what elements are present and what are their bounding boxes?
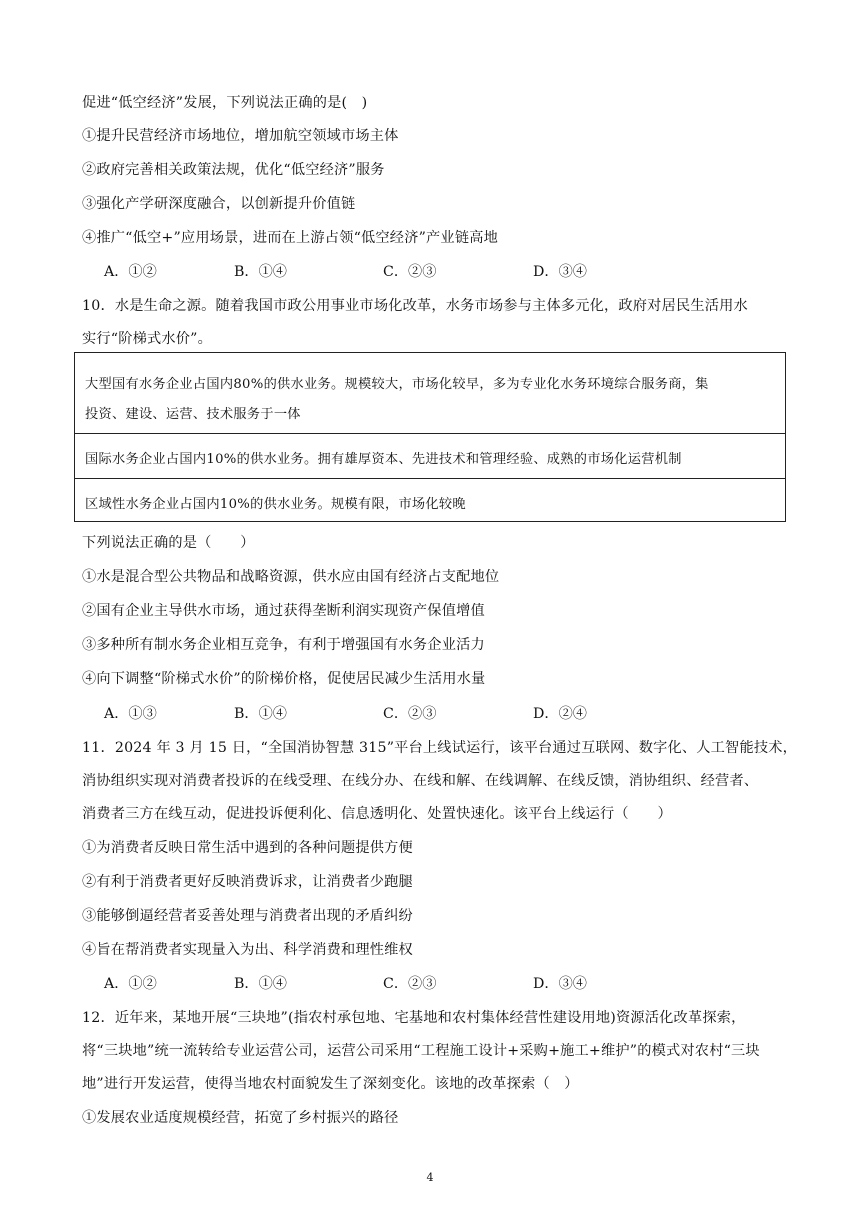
q11-item-4: ④旨在帮消费者实现量入为出、科学消费和理性维权 xyxy=(82,942,413,958)
q12-item-1: ①发展农业适度规模经营，拓宽了乡村振兴的路径 xyxy=(82,1110,399,1126)
q11-item-1: ①为消费者反映日常生活中遇到的各种问题提供方便 xyxy=(82,840,413,856)
q11-item-2: ②有利于消费者更好反映消费诉求，让消费者少跑腿 xyxy=(82,874,413,890)
q9-options xyxy=(104,261,724,281)
q9-stem: 促进“低空经济”发展，下列说法正确的是( ) xyxy=(82,95,368,111)
q10-question: 下列说法正确的是（ ） xyxy=(82,535,255,551)
q12-stem-line-2: 将“三块地”统一流转给专业运营公司，运营公司采用“工程施工设计+采购+施工+维护”的模式对农村“三块 xyxy=(82,1043,760,1059)
q11-stem-line-2: 消协组织实现对消费者投诉的在线受理、在线分办、在线和解、在线调解、在线反馈，消协组织、经营者、 xyxy=(82,773,759,789)
q9-item-2: ②政府完善相关政策法规，优化“低空经济”服务 xyxy=(82,162,385,178)
page-number: 4 xyxy=(426,1171,434,1184)
q9-option-c: C．②③ xyxy=(383,264,437,280)
q10-item-4: ④向下调整“阶梯式水价”的阶梯价格，促使居民减少生活用水量 xyxy=(82,671,486,687)
q10-stem-line-2: 实行“阶梯式水价”。 xyxy=(82,331,213,347)
q10-option-c: C．②③ xyxy=(383,706,437,722)
q9-item-3: ③强化产学研深度融合，以创新提升价值链 xyxy=(82,196,356,212)
table-divider xyxy=(75,478,785,479)
q11-item-3: ③能够倒逼经营者妥善处理与消费者出现的矛盾纠纷 xyxy=(82,908,413,924)
q11-stem-line-3: 消费者三方在线互动，促进投诉便利化、信息透明化、处置快速化。该平台上线运行（ ） xyxy=(82,806,672,822)
q11-option-c: C．②③ xyxy=(383,976,437,992)
q9-item-1: ①提升民营经济市场地位，增加航空领域市场主体 xyxy=(82,128,399,144)
table-row-1-line-2: 投资、建设、运营、技术服务于一体 xyxy=(85,407,301,422)
q10-info-table xyxy=(74,352,786,522)
q12-stem-line-1: 12．近年来，某地开展“三块地”(指农村承包地、宅基地和农村集体经营性建设用地)资源活化改革探索， xyxy=(82,1010,746,1026)
q11-option-d: D．③④ xyxy=(533,976,587,992)
table-row-3: 区域性水务企业占国内10%的供水业务。规模有限，市场化较晚 xyxy=(85,497,466,512)
q9-option-b: B．①④ xyxy=(234,264,287,280)
q10-item-2: ②国有企业主导供水市场，通过获得垄断利润实现资产保值增值 xyxy=(82,603,485,619)
q10-options xyxy=(104,703,724,723)
q9-option-a: A．①② xyxy=(104,264,157,280)
q11-option-b: B．①④ xyxy=(234,976,287,992)
q10-item-3: ③多种所有制水务企业相互竞争，有利于增强国有水务企业活力 xyxy=(82,637,485,653)
q10-option-b: B．①④ xyxy=(234,706,287,722)
q10-stem-line-1: 10．水是生命之源。随着我国市政公用事业市场化改革，水务市场参与主体多元化，政府对居民生活用水 xyxy=(82,298,748,314)
q11-options xyxy=(104,973,724,993)
q10-item-1: ①水是混合型公共物品和战略资源，供水应由国有经济占支配地位 xyxy=(82,569,500,585)
table-row-1-line-1: 大型国有水务企业占国内80%的供水业务。规模较大，市场化较早，多为专业化水务环境综合服务商，集 xyxy=(85,377,709,392)
table-divider xyxy=(75,433,785,434)
table-row-2: 国际水务企业占国内10%的供水业务。拥有雄厚资本、先进技术和管理经验、成熟的市场化运营机制 xyxy=(85,452,682,467)
q10-option-d: D．②④ xyxy=(533,706,587,722)
q11-option-a: A．①② xyxy=(104,976,157,992)
q11-stem-line-1: 11．2024 年 3 月 15 日，“全国消协智慧 315”平台上线试运行，该平台通过互联网、数字化、人工智能技术， xyxy=(82,740,797,756)
q12-stem-line-3: 地”进行开发运营，使得当地农村面貌发生了深刻变化。该地的改革探索（ ） xyxy=(82,1076,579,1092)
q9-option-d: D．③④ xyxy=(533,264,587,280)
q10-option-a: A．①③ xyxy=(104,706,157,722)
q9-item-4: ④推广“低空+”应用场景，进而在上游占领“低空经济”产业链高地 xyxy=(82,230,498,246)
